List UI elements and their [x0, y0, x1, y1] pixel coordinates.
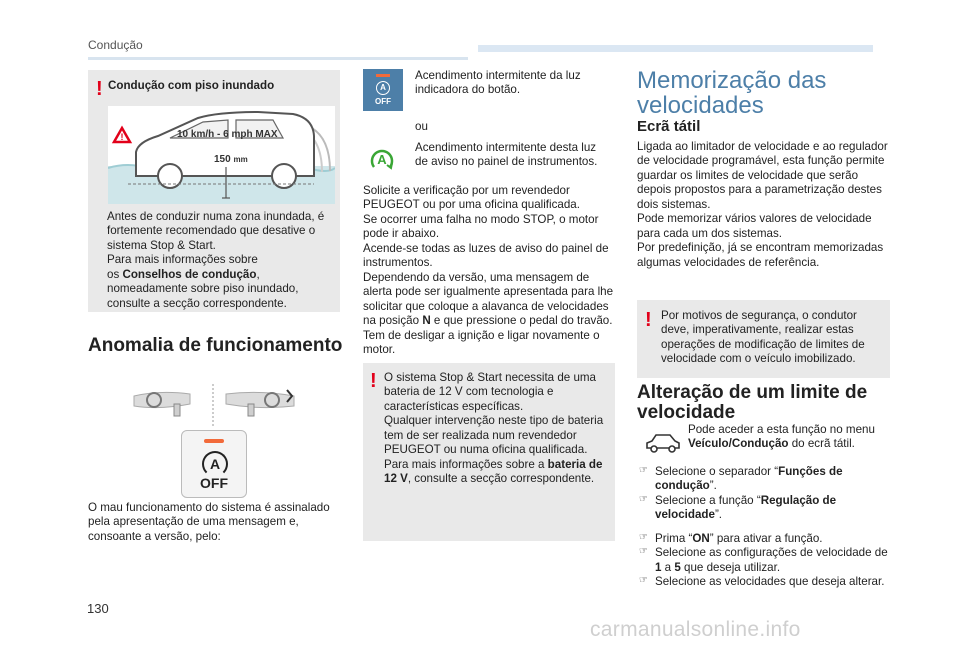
touchscreen-subtitle: Ecrã tátil	[637, 118, 701, 135]
steps-list	[637, 465, 889, 590]
stop-start-off-button	[181, 430, 247, 498]
malfunction-body: O mau funcionamento do sistema é assinalado pela apresentação de uma mensagem e, consoante a versão, pelo:	[88, 501, 330, 543]
menu-path-text: Pode aceder a esta função no menu Veículo/Condução do ecrã tátil.	[688, 423, 875, 451]
warning-icon: !	[96, 78, 103, 100]
step-item: ☞ Selecione a função “Regulação de velocidade”.	[639, 493, 837, 522]
section-header: Condução	[88, 38, 143, 52]
safety-box-text: Por motivos de segurança, o condutor deve, imperativamente, realizar estas operações de modificação de limites de velocidade com o veículo imobilizado.	[661, 309, 865, 366]
button-off-label: OFF	[200, 475, 228, 491]
car-menu-icon	[645, 432, 681, 454]
or-text: ou	[415, 120, 428, 133]
button-flash-icon	[363, 69, 403, 111]
flood-box-text: Antes de conduzir numa zona inundada, é fortemente recomendado que desative o sistema Stop & Start. Para mais informações sobre os Conselhos de condução, nomeadamente sobre piso inundado, consulte a secção correspondente.	[107, 210, 325, 310]
auto-stop-icon: A	[202, 451, 228, 477]
green-warning-light-icon: A	[369, 147, 395, 173]
indicator-item-2: Acendimento intermitente desta luz de aviso no painel de instrumentos.	[415, 141, 598, 169]
warning-icon: !	[370, 370, 377, 392]
step-item: ☞ Selecione o separador “Funções de condução”.	[639, 465, 843, 493]
dashboard-illustration	[130, 380, 300, 430]
memorisation-text: Ligada ao limitador de velocidade e ao regulador de velocidade programável, esta função permite guardar os limites de velocidade que serão depois propostos para a parametrização destes dois sistemas. Pode memorizar vários valores de velocidade para cada um dos sistemas. Por predefinição, já se encontram memorizadas algumas velocidades de referência.	[637, 140, 888, 269]
flood-illustration	[108, 106, 335, 204]
steering-wheels-graphic	[130, 380, 300, 430]
malfunction-heading: Anomalia de funcionamento	[88, 335, 343, 356]
step-item: ☞ Prima “ON” para ativar a função.	[639, 531, 823, 545]
step-bullet-icon: ☞	[639, 465, 648, 476]
page-number: 130	[87, 601, 109, 616]
watermark: carmanualsonline.info	[590, 618, 801, 641]
warning-icon: !	[645, 309, 652, 331]
battery-box-text: O sistema Stop & Start necessita de uma bateria de 12 V com tecnologia e características específicas. Qualquer intervenção neste tipo de bateria tem de ser realizada num revendedor PEUGEOT ou numa oficina qualificada. Para mais informações sobre a bateria de 12 V, consulte a secção correspondente.	[384, 371, 604, 486]
header-band	[478, 45, 873, 52]
flood-box-title: Condução com piso inundado	[108, 79, 275, 92]
step-item: ☞ Selecione as configurações de velocidade de 1 a 5 que deseja utilizar.	[639, 546, 888, 574]
icon-off-label: OFF	[375, 97, 391, 106]
auto-stop-small-icon: A	[376, 81, 390, 95]
indicator-item-1: Acendimento intermitente da luz indicadora do botão.	[415, 69, 581, 97]
step-item: ☞ Selecione as velocidades que deseja alterar.	[639, 575, 885, 589]
change-limit-heading: Alteração de um limite de velocidade	[637, 382, 868, 423]
step-bullet-icon: ☞	[639, 531, 648, 543]
step-bullet-icon: ☞	[639, 493, 648, 505]
speed-limit-label: 10 km/h - 6 mph MAX	[177, 129, 278, 140]
step-bullet-icon: ☞	[639, 575, 648, 587]
water-depth-label: 150 mm	[214, 154, 248, 165]
svg-text:!: !	[120, 132, 124, 142]
step-bullet-icon: ☞	[639, 546, 648, 558]
speed-memorisation-title: Memorização das velocidades	[637, 67, 827, 120]
button-indicator-led	[204, 439, 224, 443]
icon-led	[376, 74, 390, 77]
header-divider	[88, 57, 468, 60]
malfunction-instructions: Solicite a verificação por um revendedor PEUGEOT ou por uma oficina qualificada. Se ocorrer uma falha no modo STOP, o motor pode ir abaixo. Acende-se todas as luzes de aviso do painel de instrumentos. Dependendo da versão, uma mensagem de alerta pode ser igualmente apresentada para lhe solicitar que coloque a alavanca de velocidades na posição N e que pressione o pedal do travão. Tem de desligar a ignição e ligar novamente o motor.	[363, 184, 614, 357]
